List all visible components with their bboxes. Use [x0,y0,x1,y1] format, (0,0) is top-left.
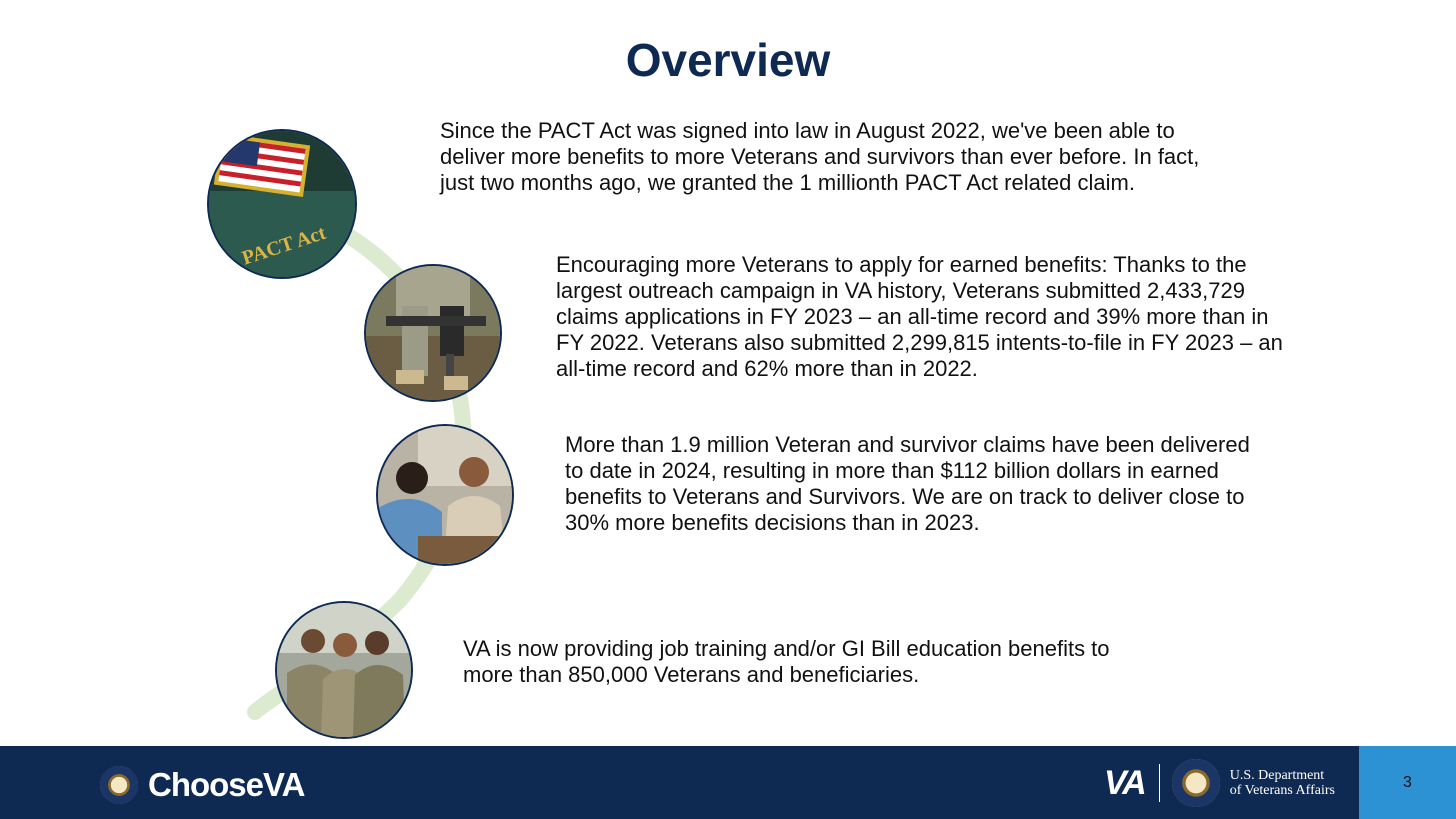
paragraph-education-benefits: VA is now providing job training and/or GI Bill education benefits to more than 850,000 Veterans and beneficiaries. [463,636,1110,687]
slide-title: Overview [625,34,831,86]
choose-va-text: ChooseVA [148,766,305,803]
pact-act-book-text: PACT Act [239,221,329,270]
page-number-box [1359,746,1456,819]
va-seal-icon [100,766,138,804]
logo-divider [1159,764,1160,802]
meeting-handshake-photo [376,424,514,566]
va-seal-large-icon [1172,759,1220,807]
va-mark: VA [1104,763,1145,802]
paragraph-outreach: Encouraging more Veterans to apply for earned benefits: Thanks to the largest outreach campaign in VA history, Veterans submitted 2,433,729 claims applications in FY 2023 – an all-time record and 39% more than in FY 2022. Veterans also submitted 2,299,815 intents-to-file in FY 2023 – an all-time record and 62% more than in 2022. [556,252,1283,381]
choose-va-logo [100,765,304,805]
footer-bar [0,746,1456,819]
service-members-photo [275,601,413,739]
department-line-2: of Veterans Affairs [1229,783,1335,798]
veteran-prosthetic-photo [364,264,502,402]
page-number: 3 [1403,773,1412,791]
paragraph-pact-act: Since the PACT Act was signed into law in August 2022, we've been able to deliver more benefits to more Veterans and survivors than ever before. In fact, just two months ago, we granted the 1 millionth PACT Act related claim. [440,118,1200,195]
department-name [1230,768,1335,798]
pact-act-photo [207,129,357,279]
department-line-1: U.S. Department [1229,768,1325,783]
va-department-logo [1104,762,1335,804]
paragraph-claims-delivered: More than 1.9 million Veteran and survivor claims have been delivered to date in 2024, resulting in more than $112 billion dollars in earned benefits to Veterans and Survivors. We are on track to deliver close to 30% more benefits decisions than in 2023. [565,432,1250,535]
